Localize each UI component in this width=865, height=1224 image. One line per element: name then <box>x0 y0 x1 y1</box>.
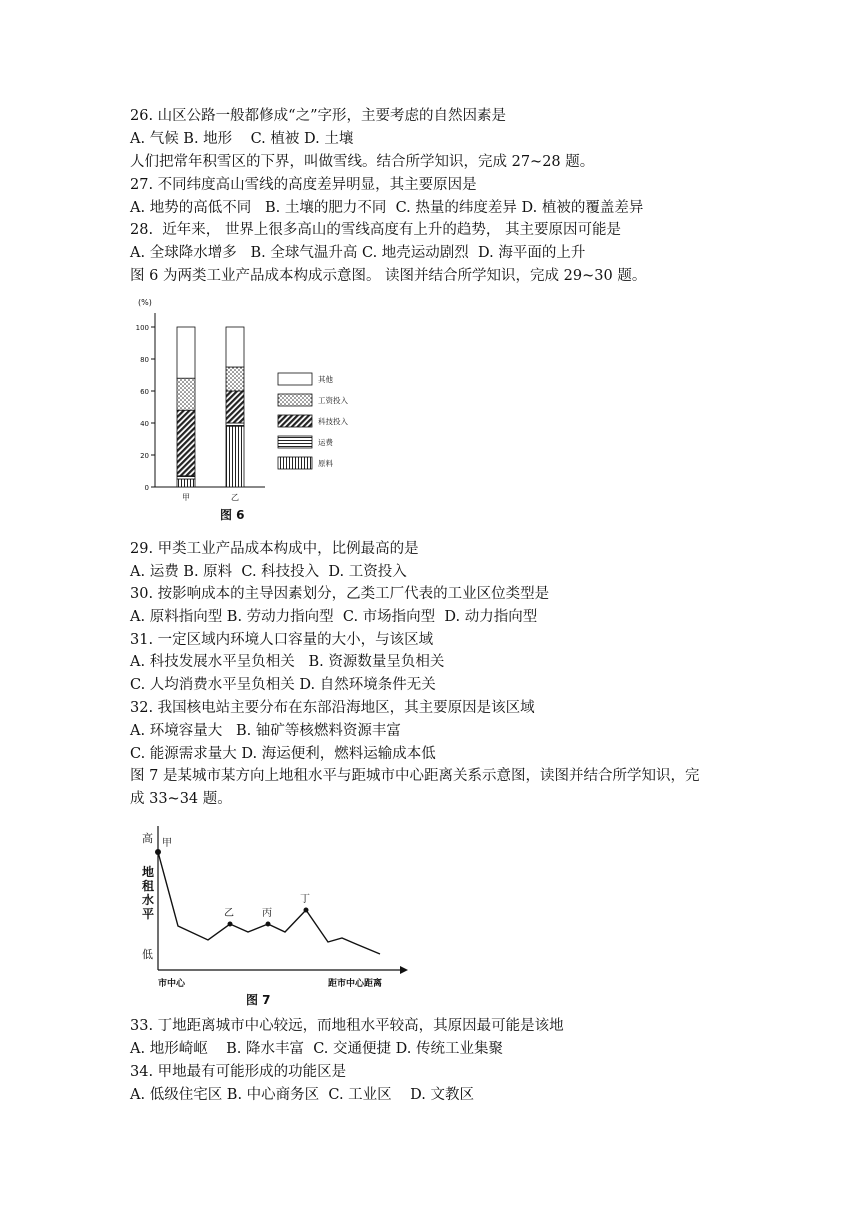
q28-options: A. 全球降水增多 B. 全球气温升高 C. 地壳运动剧烈 D. 海平面的上升 <box>130 245 586 261</box>
fig7-label-yi: 乙 <box>224 908 234 919</box>
intro-33-34-b: 成 33~34 题。 <box>130 791 232 807</box>
fig6-title: 图 6 <box>220 508 245 522</box>
fig6-legend-label: 其他 <box>318 375 333 384</box>
fig6-ytick-label: 0 <box>144 484 149 492</box>
fig7-rent-curve <box>158 852 380 954</box>
fig6-ytick-label: 80 <box>140 356 149 364</box>
q32: 32. 我国核电站主要分布在东部沿海地区，其主要原因是该区域 <box>130 700 535 716</box>
fig6-bar-segment <box>177 479 195 487</box>
q34-options: A. 低级住宅区 B. 中心商务区 C. 工业区 D. 文教区 <box>130 1087 474 1103</box>
q32-options-b: C. 能源需求量大 D. 海运便利，燃料运输成本低 <box>130 746 436 762</box>
q29-options: A. 运费 B. 原料 C. 科技投入 D. 工资投入 <box>130 564 407 580</box>
fig6-ytick-label: 20 <box>140 452 149 460</box>
q31-options-a: A. 科技发展水平呈负相关 B. 资源数量呈负相关 <box>130 654 445 670</box>
fig6-legend-swatch <box>278 394 312 406</box>
fig6-legend-swatch <box>278 436 312 448</box>
fig6-ytick-label: 60 <box>140 388 149 396</box>
q28: 28. 近年来， 世界上很多高山的雪线高度有上升的趋势， 其主要原因可能是 <box>130 222 621 238</box>
fig7-point-jia <box>155 849 161 855</box>
q26-options: A. 气候 B. 地形 C. 植被 D. 土壤 <box>130 131 354 147</box>
q32-options-a: A. 环境容量大 B. 铀矿等核燃料资源丰富 <box>130 723 401 739</box>
fig6-category-label: 乙 <box>231 493 239 502</box>
q27: 27. 不同纬度高山雪线的高度差异明显，其主要原因是 <box>130 177 477 193</box>
fig6-legend-swatch <box>278 457 312 469</box>
fig6-bar-segment <box>177 476 195 479</box>
fig6-ytick-label: 40 <box>140 420 149 428</box>
fig6-bar-segment <box>226 367 244 391</box>
q31-options-b: C. 人均消费水平呈负相关 D. 自然环境条件无关 <box>130 677 436 693</box>
fig6-ylabel: (%) <box>138 298 152 307</box>
q34: 34. 甲地最有可能形成的功能区是 <box>130 1064 347 1080</box>
fig7-label-bing: 丙 <box>262 908 272 919</box>
fig7-point-bing <box>266 922 271 927</box>
fig7-x-origin: 市中心 <box>158 979 186 989</box>
q30-options: A. 原料指向型 B. 劳动力指向型 C. 市场指向型 D. 动力指向型 <box>130 609 538 625</box>
fig6-category-label: 甲 <box>182 493 190 502</box>
fig7-label-ding: 丁 <box>300 894 310 905</box>
fig6-ytick-label: 100 <box>135 324 149 332</box>
fig7-y-high: 高 <box>142 832 153 845</box>
fig7-label-jia: 甲 <box>162 838 172 849</box>
fig7-y-low: 低 <box>142 948 153 961</box>
fig6-legend-swatch <box>278 415 312 427</box>
figure-7-line-chart <box>130 822 420 1012</box>
q26: 26. 山区公路一般都修成“之”字形，主要考虑的自然因素是 <box>130 108 506 124</box>
intro-27-28: 人们把常年积雪区的下界，叫做雪线。结合所学知识，完成 27~28 题。 <box>130 154 595 170</box>
q29: 29. 甲类工业产品成本构成中，比例最高的是 <box>130 541 419 557</box>
fig6-legend-label: 工资投入 <box>318 396 348 405</box>
fig6-legend-label: 运费 <box>318 438 333 447</box>
intro-33-34-a: 图 7 是某城市某方向上地租水平与距城市中心距离关系示意图，读图并结合所学知识，完 <box>130 768 700 784</box>
fig6-bar-segment <box>226 391 244 423</box>
fig6-bar-segment <box>226 426 244 487</box>
figure-6-bar-chart <box>130 293 380 525</box>
fig6-legend-swatch <box>278 373 312 385</box>
q31: 31. 一定区域内环境人口容量的大小，与该区域 <box>130 632 434 648</box>
fig6-bar-segment <box>177 378 195 410</box>
fig7-point-ding <box>304 908 309 913</box>
fig6-bar-segment <box>226 327 244 367</box>
fig7-x-arrow <box>400 966 408 974</box>
intro-29-30: 图 6 为两类工业产品成本构成示意图。 读图并结合所学知识，完成 29~30 题。 <box>130 268 647 284</box>
fig6-bar-segment <box>177 327 195 378</box>
fig7-point-yi <box>228 922 233 927</box>
fig7-y-label: 地租水平 <box>142 865 155 921</box>
q30: 30. 按影响成本的主导因素划分，乙类工厂代表的工业区位类型是 <box>130 586 550 602</box>
fig6-bar-segment <box>226 423 244 426</box>
fig6-legend-label: 原料 <box>318 459 333 468</box>
fig7-title: 图 7 <box>246 993 271 1007</box>
q33: 33. 丁地距离城市中心较远，而地租水平较高，其原因最可能是该地 <box>130 1018 564 1034</box>
q27-options: A. 地势的高低不同 B. 土壤的肥力不同 C. 热量的纬度差异 D. 植被的覆盖差异 <box>130 200 644 216</box>
fig6-legend-label: 科技投入 <box>318 417 348 426</box>
fig7-xlabel: 距市中心距离 <box>328 979 383 989</box>
fig6-bar-segment <box>177 410 195 476</box>
q33-options: A. 地形崎岖 B. 降水丰富 C. 交通便捷 D. 传统工业集聚 <box>130 1041 503 1057</box>
